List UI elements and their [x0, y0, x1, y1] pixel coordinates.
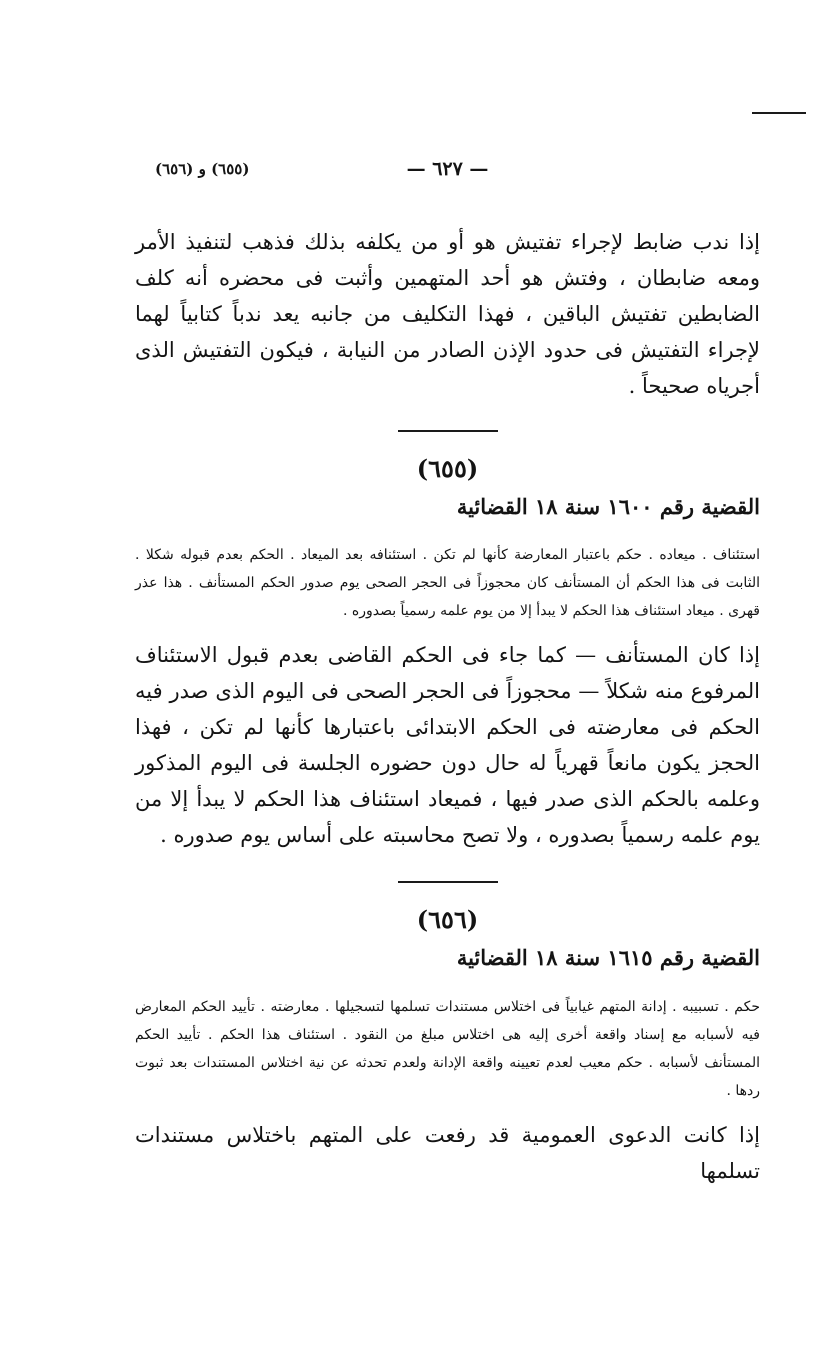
case-summary: استئناف . ميعاده . حكم باعتبار المعارضة كأنها لم تكن . استئنافه بعد الميعاد . الحكم بعدم قبوله شكلا . الثابت فى هذا الحكم أن المستأنف كان محجوزاً فى الحجر الصحى يوم صدور الحكم المستأنف . هذا عذر قهرى . ميعاد استئناف هذا الحكم لا يبدأ إلا من يوم علمه رسمياً بصدوره .: [135, 547, 760, 620]
case-number: (٦٥٦): [416, 905, 479, 935]
running-header: [135, 150, 760, 190]
page-number: — ٦٢٧ —: [406, 158, 489, 180]
case-summary: حكم . تسبيبه . إدانة المتهم غيابياً فى اختلاس مستندات تسلمها لتسجيلها . معارضته . تأييد الحكم المعارض فيه لأسبابه مع إسناد واقعة أخرى إليه هى اختلاس مبلغ من النقود . استئناف هذا الحكم . تأييد الحكم المستأنف لأسبابه . حكم معيب لعدم تعيينه واقعة الإدانة ولعدم تحدثه عن نية اختلاس المستندات بعد ثبوت ردها .: [135, 998, 760, 1099]
case-title: القضية رقم ١٦١٥ سنة ١٨ القضائية: [456, 945, 760, 971]
section-reference: (٦٥٥) و (٦٥٦): [155, 160, 250, 178]
case-655: [135, 430, 760, 853]
intro-paragraph: إذا ندب ضابط لإجراء تفتيش هو أو من يكلفه بذلك فذهب لتنفيذ الأمر ومعه ضابطان ، وفتش هو أحد المتهمين وأثبت فى محضره أنه كلف الضابطين تفتيش الباقين ، فهذا التكليف من جانبه يعد ندباً كتابياً لهما لإجراء التفتيش فى حدود الإذن الصادر من النيابة ، فيكون التفتيش الذى أجرياه صحيحاً .: [135, 230, 760, 398]
scan-edge-mark: [752, 112, 806, 114]
document-page: [135, 150, 760, 1189]
case-body: إذا كانت الدعوى العمومية قد رفعت على المتهم باختلاس مستندات تسلمها: [135, 1122, 760, 1183]
case-number: (٦٥٥): [416, 454, 479, 483]
case-body: إذا كان المستأنف — كما جاء فى الحكم القاضى بعدم قبول الاستئناف المرفوع منه شكلاً — محجوزاً فى الحجر الصحى فى اليوم الذى صدر فيه الحكم فى معارضته فى الحكم الابتدائى باعتبارها كأنها لم تكن ، فهذا الحجز يكون مانعاً قهرياً له حال دون حضوره الجلسة فى اليوم المذكور وعلمه بالحكم الذى صدر فيها ، فميعاد استئناف هذا الحكم لا يبدأ إلا من يوم علمه رسمياً بصدوره ، ولا تصح محاسبته على أساس يوم صدوره .: [135, 643, 760, 848]
case-656: [135, 881, 760, 1188]
section-divider: [398, 881, 498, 883]
case-title: القضية رقم ١٦٠٠ سنة ١٨ القضائية: [456, 494, 760, 519]
section-divider: [398, 430, 498, 432]
